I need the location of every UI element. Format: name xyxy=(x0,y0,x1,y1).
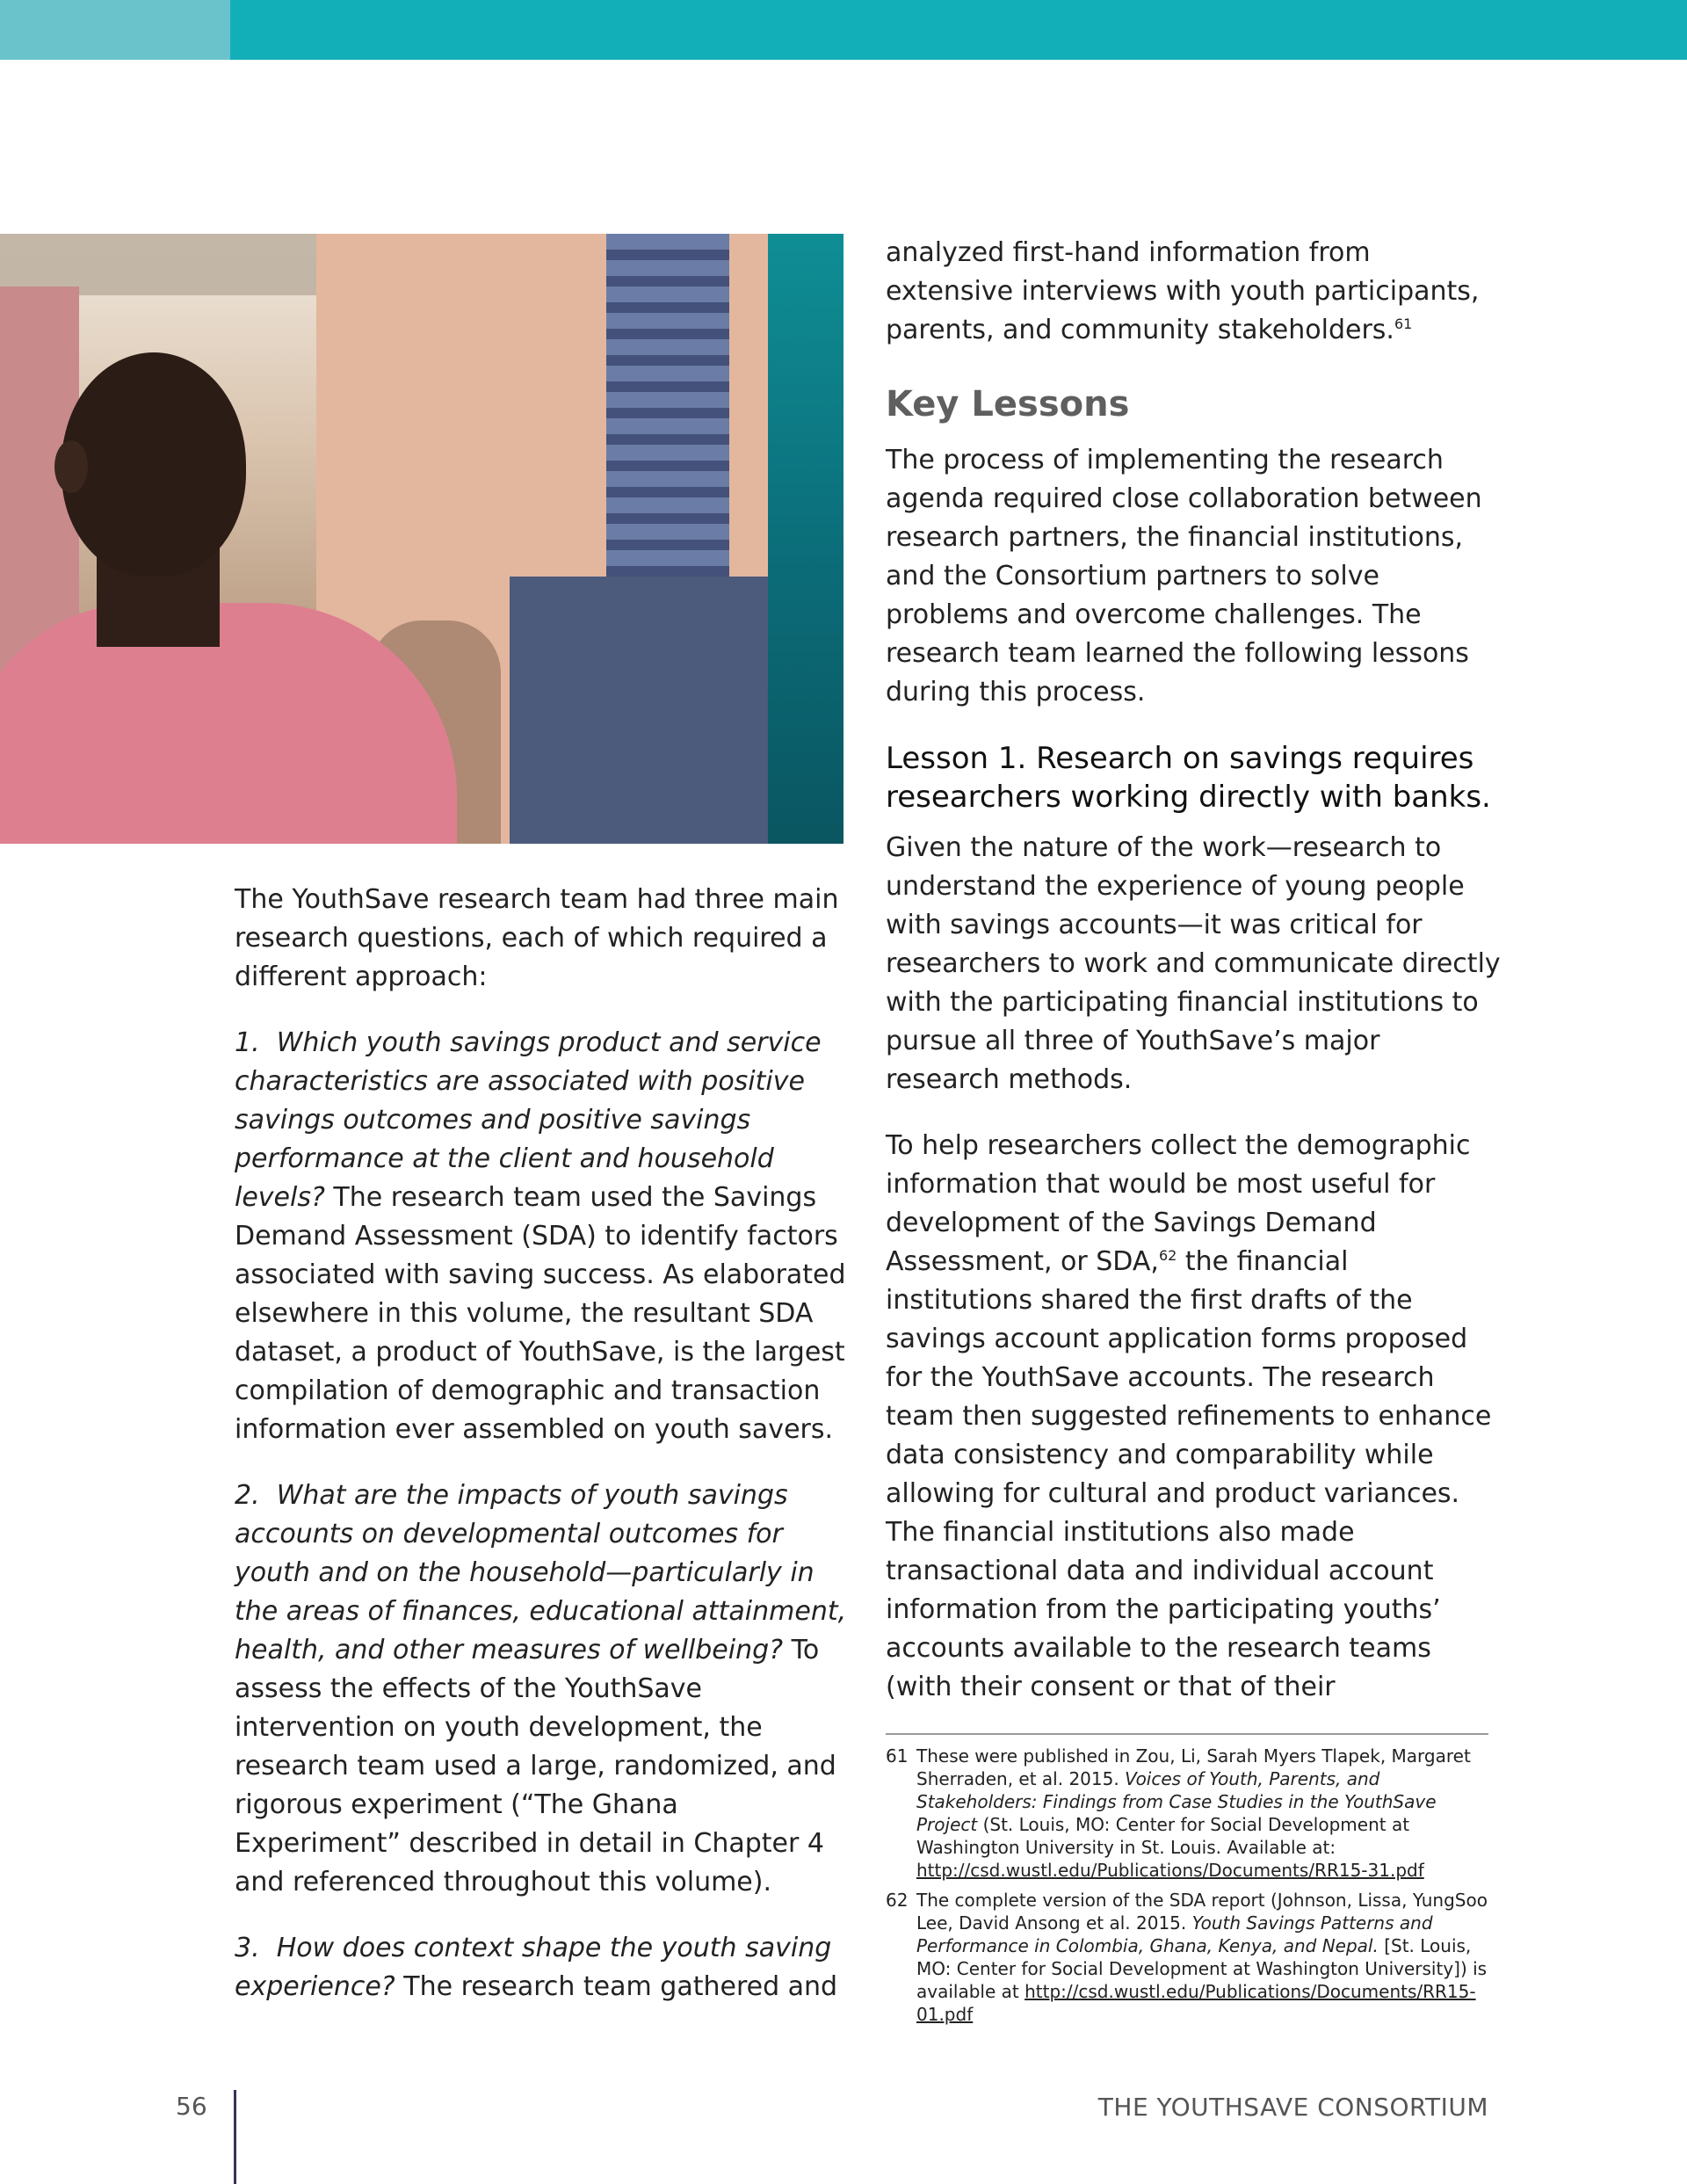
footnote-text: [St. Louis, MO: Center for Social Development at Washington University]) is available at xyxy=(916,1935,1488,2002)
question-1-text: The research team used the Savings Demand Assessment (SDA) to identify factors associated with saving success. As elaborated elsewhere in this volume, the resultant SDA dataset, a product of YouthSave, is the largest compilation of demographic and transaction information ever assembled on youth savers. xyxy=(235,1182,846,1445)
lesson-1-paragraph-2-a: To help researchers collect the demographic information that would be most useful for development of the Savings Demand Assessment, or SDA, xyxy=(886,1130,1471,1277)
question-2-paragraph xyxy=(235,1477,850,1902)
left-column xyxy=(235,881,850,2034)
lesson-1-paragraph-1: Given the nature of the work—research to understand the experience of young people with savings accounts—it was critical for researchers to work and communicate directly with the participating financial institutions to pursue all three of YouthSave’s major research methods. xyxy=(886,832,1501,1095)
footnote-link[interactable]: http://csd.wustl.edu/Publications/Documents/RR15-01.pdf xyxy=(916,1981,1476,2025)
continued-text: analyzed first-hand information from extensive interviews with youth participants, parents, and community stakeholders. xyxy=(886,237,1480,345)
footnote-text: These were published in Zou, Li, Sarah Myers Tlapek, Margaret Sherraden, et al. 2015. xyxy=(916,1745,1471,1789)
question-3-text: The research team gathered and xyxy=(395,1971,838,2002)
footer-divider xyxy=(234,2090,236,2184)
question-2-text: To assess the effects of the YouthSave intervention on youth development, the research team used a large, randomized, and rigorous experiment (“The Ghana Experiment” described in detail in Chapter 4 and referenced throughout this volume). xyxy=(235,1635,836,1897)
question-3: 3. How does context shape the youth saving experience? xyxy=(235,1933,832,2002)
question-3-paragraph xyxy=(235,1929,850,2006)
question-1: 1. Which youth savings product and service characteristics are associated with positive savings outcomes and positive savings performance at the client and household levels? xyxy=(235,1027,822,1213)
photo-window-shutter xyxy=(606,234,729,585)
footnote-divider xyxy=(886,1733,1488,1735)
intro-paragraph: The YouthSave research team had three main research questions, each of which required a different approach: xyxy=(235,884,839,992)
photo-ear xyxy=(54,440,88,493)
photo-youth-in-alley xyxy=(0,234,844,844)
photo-blue-wall xyxy=(510,577,768,844)
footnote-61 xyxy=(886,1745,1488,1882)
footnote-number: 62 xyxy=(886,1890,909,1911)
lesson-1-paragraph-2-b: the financial institutions shared the first drafts of the savings account application forms proposed for the YouthSave accounts. The research team then suggested refinements to enhance data consistency and comparability while allowing for cultural and product variances. The financial institutions also made transactional data and individual account information from the participating youths’ accounts available to the research teams (with their consent or that of their xyxy=(886,1246,1492,1702)
footnote-62 xyxy=(886,1889,1488,2026)
lesson-1-heading: Lesson 1. Research on savings requires researchers working directly with banks. xyxy=(886,741,1491,815)
footnote-number: 61 xyxy=(886,1745,909,1767)
footnote-text: (St. Louis, MO: Center for Social Development at Washington University in St. Louis. Available at: xyxy=(916,1814,1410,1858)
footnote-link[interactable]: http://csd.wustl.edu/Publications/Documents/RR15-31.pdf xyxy=(916,1860,1424,1881)
question-2: 2. What are the impacts of youth savings accounts on developmental outcomes for youth and on the household—particularly in the areas of finances, educational attainment, health, and other measures of wellbeing? xyxy=(235,1480,847,1665)
footnote-text: The complete version of the SDA report (Johnson, Lissa, YungSoo Lee, David Ansong et al. 2015. xyxy=(916,1890,1488,1934)
footer-title: THE YOUTHSAVE CONSORTIUM xyxy=(1097,2093,1488,2122)
right-column xyxy=(886,234,1501,1734)
footnote-body xyxy=(916,1745,1488,1882)
lesson-1-paragraph-2 xyxy=(886,1127,1501,1707)
footnotes xyxy=(886,1745,1488,2033)
photo-teal-stripe xyxy=(768,234,844,844)
top-color-bar xyxy=(0,0,1687,60)
photo-head xyxy=(62,352,246,577)
question-1-paragraph xyxy=(235,1024,850,1449)
page-number: 56 xyxy=(176,2092,207,2121)
continued-paragraph xyxy=(886,234,1501,350)
footnote-body xyxy=(916,1889,1488,2026)
key-lessons-heading: Key Lessons xyxy=(886,384,1130,424)
footnote-ref-62[interactable]: 62 xyxy=(1158,1247,1177,1264)
footnote-title: Voices of Youth, Parents, and Stakeholders: Findings from Case Studies in the YouthSave Project xyxy=(916,1768,1437,1835)
footnote-title: Youth Savings Patterns and Performance in Colombia, Ghana, Kenya, and Nepal. xyxy=(916,1912,1433,1956)
top-color-bar-accent xyxy=(0,0,230,60)
footnote-ref-61[interactable]: 61 xyxy=(1394,316,1413,332)
key-lessons-paragraph: The process of implementing the research agenda required close collaboration between research partners, the financial institutions, and the Consortium partners to solve problems and overcome challenges. The research team learned the following lessons during this process. xyxy=(886,445,1482,707)
